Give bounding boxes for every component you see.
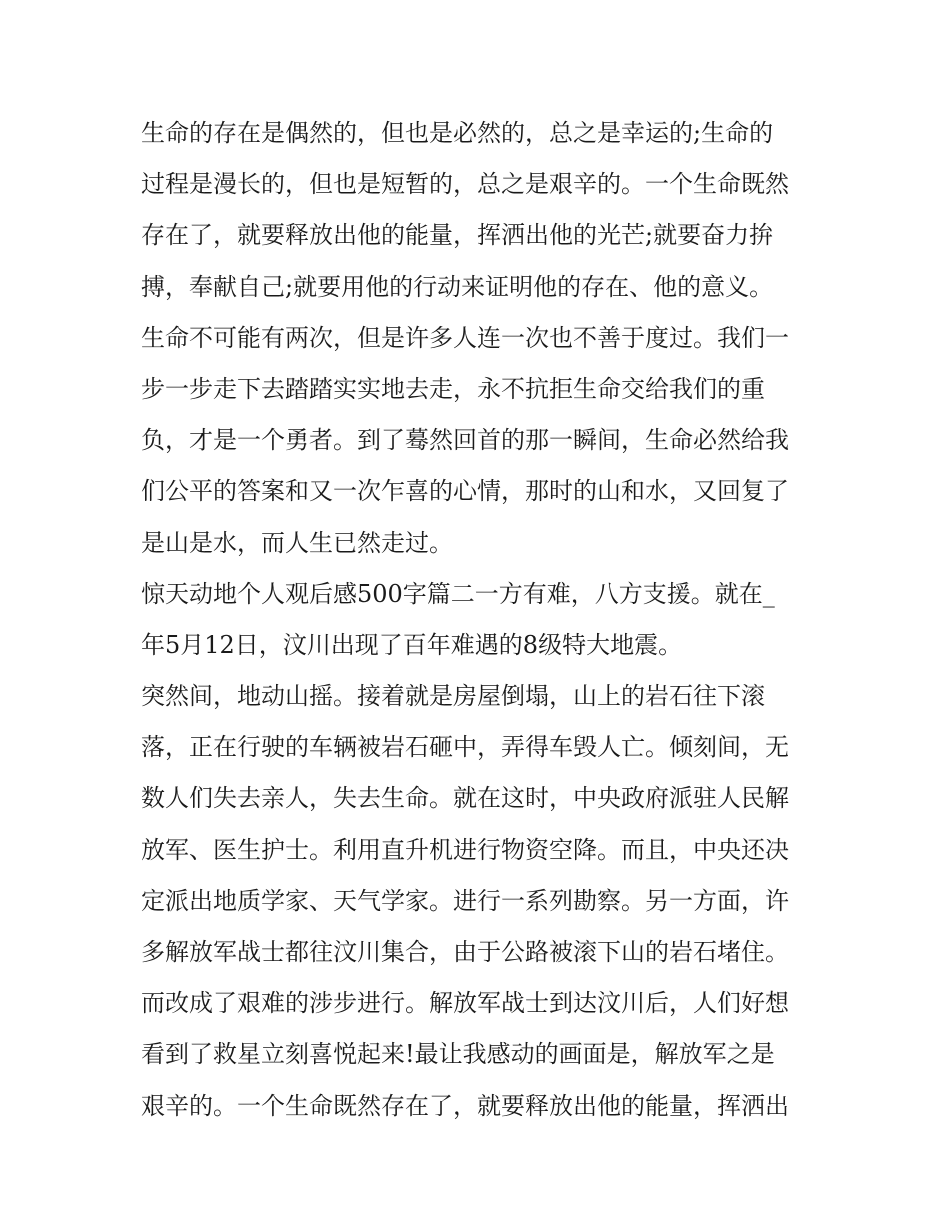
- text-line: 而改成了艰难的涉步进行。解放军战士到达汶川后，人们好想: [141, 989, 789, 1018]
- text-line: 步一步走下去踏踏实实地去走，永不抗拒生命交给我们的重: [141, 374, 765, 403]
- text-line: 过程是漫长的，但也是短暂的，总之是艰辛的。一个生命既然: [141, 170, 789, 199]
- text-line: 是山是水，而人生已然走过。: [141, 528, 453, 557]
- text-line: 生命不可能有两次，但是许多人连一次也不善于度过。我们一: [141, 323, 789, 352]
- text-line: 们公平的答案和又一次乍喜的心情，那时的山和水，又回复了: [141, 477, 789, 506]
- text-line: 生命的存在是偶然的，但也是必然的，总之是幸运的;生命的: [141, 119, 774, 147]
- text-line: 存在了，就要释放出他的能量，挥洒出他的光芒;就要奋力拚: [141, 221, 774, 250]
- text-line: 定派出地质学家、天气学家。进行一系列勘察。另一方面，许: [141, 886, 789, 915]
- text-line: 艰辛的。一个生命既然存在了，就要释放出他的能量，挥洒出: [141, 1091, 789, 1120]
- text-line: 放军、医生护士。利用直升机进行物资空降。而且，中央还决: [141, 835, 789, 864]
- text-line: 突然间，地动山摇。接着就是房屋倒塌，山上的岩石往下滚: [141, 682, 765, 711]
- text-line: 数人们失去亲人，失去生命。就在这时，中央政府派驻人民解: [141, 784, 789, 813]
- text-line: 落，正在行驶的车辆被岩石砸中，弄得车毁人亡。倾刻间，无: [141, 733, 789, 762]
- text-line: 年5月12日，汶川出现了百年难遇的8级特大地震。: [141, 630, 683, 659]
- document-body: [141, 108, 821, 1132]
- text-line: 惊天动地个人观后感500字篇二一方有难，八方支援。就在_: [141, 579, 775, 608]
- text-line: 看到了救星立刻喜悦起来!最让我感动的画面是，解放军之是: [141, 1040, 775, 1069]
- text-line: 搏，奉献自己;就要用他的行动来证明他的存在、他的意义。: [141, 272, 774, 301]
- text-line: 负，才是一个勇者。到了蓦然回首的那一瞬间，生命必然给我: [141, 426, 789, 455]
- text-line: 多解放军战士都往汶川集合，由于公路被滚下山的岩石堵住。: [141, 938, 789, 966]
